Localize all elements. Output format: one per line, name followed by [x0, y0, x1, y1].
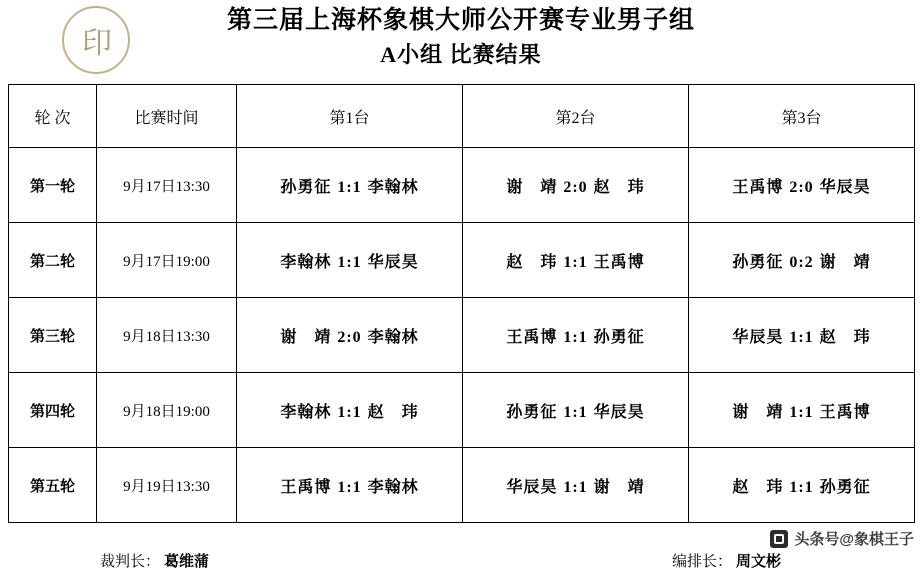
- player-name: 李翰林: [367, 328, 419, 346]
- document-footer: [0, 548, 922, 576]
- player-name: 华辰昊: [506, 478, 558, 496]
- match-result: [280, 254, 418, 271]
- match-result: [506, 404, 644, 421]
- player-name: 孙勇征: [280, 178, 332, 196]
- toutiao-logo-icon: [770, 530, 788, 548]
- referee-name: 葛维蒲: [164, 554, 210, 570]
- results-table-wrapper: [8, 84, 914, 523]
- player-name: 谢 靖: [819, 253, 871, 271]
- referee-block: [100, 550, 209, 571]
- match-score: 1:1: [789, 478, 814, 496]
- player-name: 孙勇征: [506, 403, 558, 421]
- match-cell: [689, 298, 915, 373]
- column-header-time: [97, 85, 237, 148]
- column-header-board-2-label: 第2台: [555, 109, 596, 127]
- match-cell: [463, 223, 689, 298]
- match-result: [506, 479, 644, 496]
- match-score: 1:1: [563, 253, 588, 271]
- player-name: 孙勇征: [819, 478, 871, 496]
- column-header-round: [9, 85, 97, 148]
- round-time: 9月17日19:00: [97, 223, 237, 298]
- round-time: 9月17日13:30: [97, 148, 237, 223]
- round-time: 9月19日13:30: [97, 448, 237, 523]
- match-score: 1:1: [563, 328, 588, 346]
- player-name: 李翰林: [367, 478, 419, 496]
- column-header-round-label: 轮 次: [34, 109, 71, 127]
- match-score: 1:1: [337, 478, 362, 496]
- match-score: 1:1: [337, 403, 362, 421]
- player-name: 王禹博: [280, 478, 332, 496]
- match-score: 1:1: [337, 253, 362, 271]
- player-name: 王禹博: [593, 253, 645, 271]
- player-name: 华辰昊: [593, 403, 645, 421]
- table-row: [9, 298, 915, 373]
- match-cell: [237, 448, 463, 523]
- column-header-time-label: 比赛时间: [134, 109, 199, 127]
- player-name: 李翰林: [280, 403, 332, 421]
- title-block: [0, 0, 922, 70]
- match-score: 2:0: [563, 178, 588, 196]
- player-name: 王禹博: [819, 403, 871, 421]
- player-name: 赵 玮: [819, 328, 871, 346]
- arranger-name: 周文彬: [736, 554, 782, 570]
- arranger-label: 编排长：: [672, 554, 733, 570]
- match-cell: [689, 448, 915, 523]
- player-name: 孙勇征: [732, 253, 784, 271]
- player-name: 华辰昊: [819, 178, 871, 196]
- player-name: 赵 玮: [732, 478, 784, 496]
- match-result: [506, 179, 644, 196]
- match-score: 1:1: [563, 403, 588, 421]
- match-result: [280, 404, 418, 421]
- round-label: 第二轮: [9, 223, 97, 298]
- table-row: [9, 148, 915, 223]
- match-cell: [463, 448, 689, 523]
- player-name: 李翰林: [367, 178, 419, 196]
- match-cell: [237, 373, 463, 448]
- watermark-text: 头条号@象棋王子: [794, 531, 914, 548]
- match-cell: [237, 148, 463, 223]
- column-header-board-1: [237, 85, 463, 148]
- match-result: [732, 179, 870, 196]
- player-name: 王禹博: [506, 328, 558, 346]
- match-cell: [689, 373, 915, 448]
- round-label: 第四轮: [9, 373, 97, 448]
- page-subtitle: A小组 比赛结果: [380, 42, 542, 67]
- match-result: [732, 479, 870, 496]
- seal-stamp-icon: 印: [62, 6, 130, 74]
- round-time: 9月18日13:30: [97, 298, 237, 373]
- player-name: 谢 靖: [732, 403, 784, 421]
- match-score: 1:1: [789, 328, 814, 346]
- column-header-board-1-label: 第1台: [329, 109, 370, 127]
- match-cell: [689, 223, 915, 298]
- watermark: [770, 528, 914, 549]
- player-name: 孙勇征: [593, 328, 645, 346]
- table-row: [9, 223, 915, 298]
- referee-label: 裁判长：: [100, 554, 161, 570]
- page-title: 第三届上海杯象棋大师公开赛专业男子组: [226, 7, 695, 34]
- match-result: [732, 329, 870, 346]
- player-name: 华辰昊: [732, 328, 784, 346]
- match-cell: [237, 223, 463, 298]
- match-cell: [463, 373, 689, 448]
- match-cell: [237, 298, 463, 373]
- player-name: 赵 玮: [593, 178, 645, 196]
- column-header-board-2: [463, 85, 689, 148]
- table-header-row: [9, 85, 915, 148]
- match-result: [732, 254, 870, 271]
- arranger-block: [672, 550, 781, 571]
- player-name: 谢 靖: [506, 178, 558, 196]
- round-label: 第一轮: [9, 148, 97, 223]
- match-result: [732, 404, 870, 421]
- player-name: 谢 靖: [593, 478, 645, 496]
- match-result: [280, 329, 418, 346]
- round-time: 9月18日19:00: [97, 373, 237, 448]
- match-score: 2:0: [337, 328, 362, 346]
- player-name: 王禹博: [732, 178, 784, 196]
- results-table: [8, 84, 915, 523]
- player-name: 李翰林: [280, 253, 332, 271]
- match-score: 1:1: [337, 178, 362, 196]
- match-score: 1:1: [789, 403, 814, 421]
- player-name: 赵 玮: [367, 403, 419, 421]
- table-row: [9, 373, 915, 448]
- match-score: 1:1: [563, 478, 588, 496]
- match-result: [280, 179, 418, 196]
- match-cell: [463, 148, 689, 223]
- document-header: [0, 0, 922, 76]
- column-header-board-3: [689, 85, 915, 148]
- match-result: [280, 479, 418, 496]
- match-result: [506, 254, 644, 271]
- round-label: 第五轮: [9, 448, 97, 523]
- match-cell: [463, 298, 689, 373]
- player-name: 华辰昊: [367, 253, 419, 271]
- player-name: 谢 靖: [280, 328, 332, 346]
- match-score: 2:0: [789, 178, 814, 196]
- column-header-board-3-label: 第3台: [781, 109, 822, 127]
- round-label: 第三轮: [9, 298, 97, 373]
- table-row: [9, 448, 915, 523]
- match-result: [506, 329, 644, 346]
- match-score: 0:2: [789, 253, 814, 271]
- player-name: 赵 玮: [506, 253, 558, 271]
- match-cell: [689, 148, 915, 223]
